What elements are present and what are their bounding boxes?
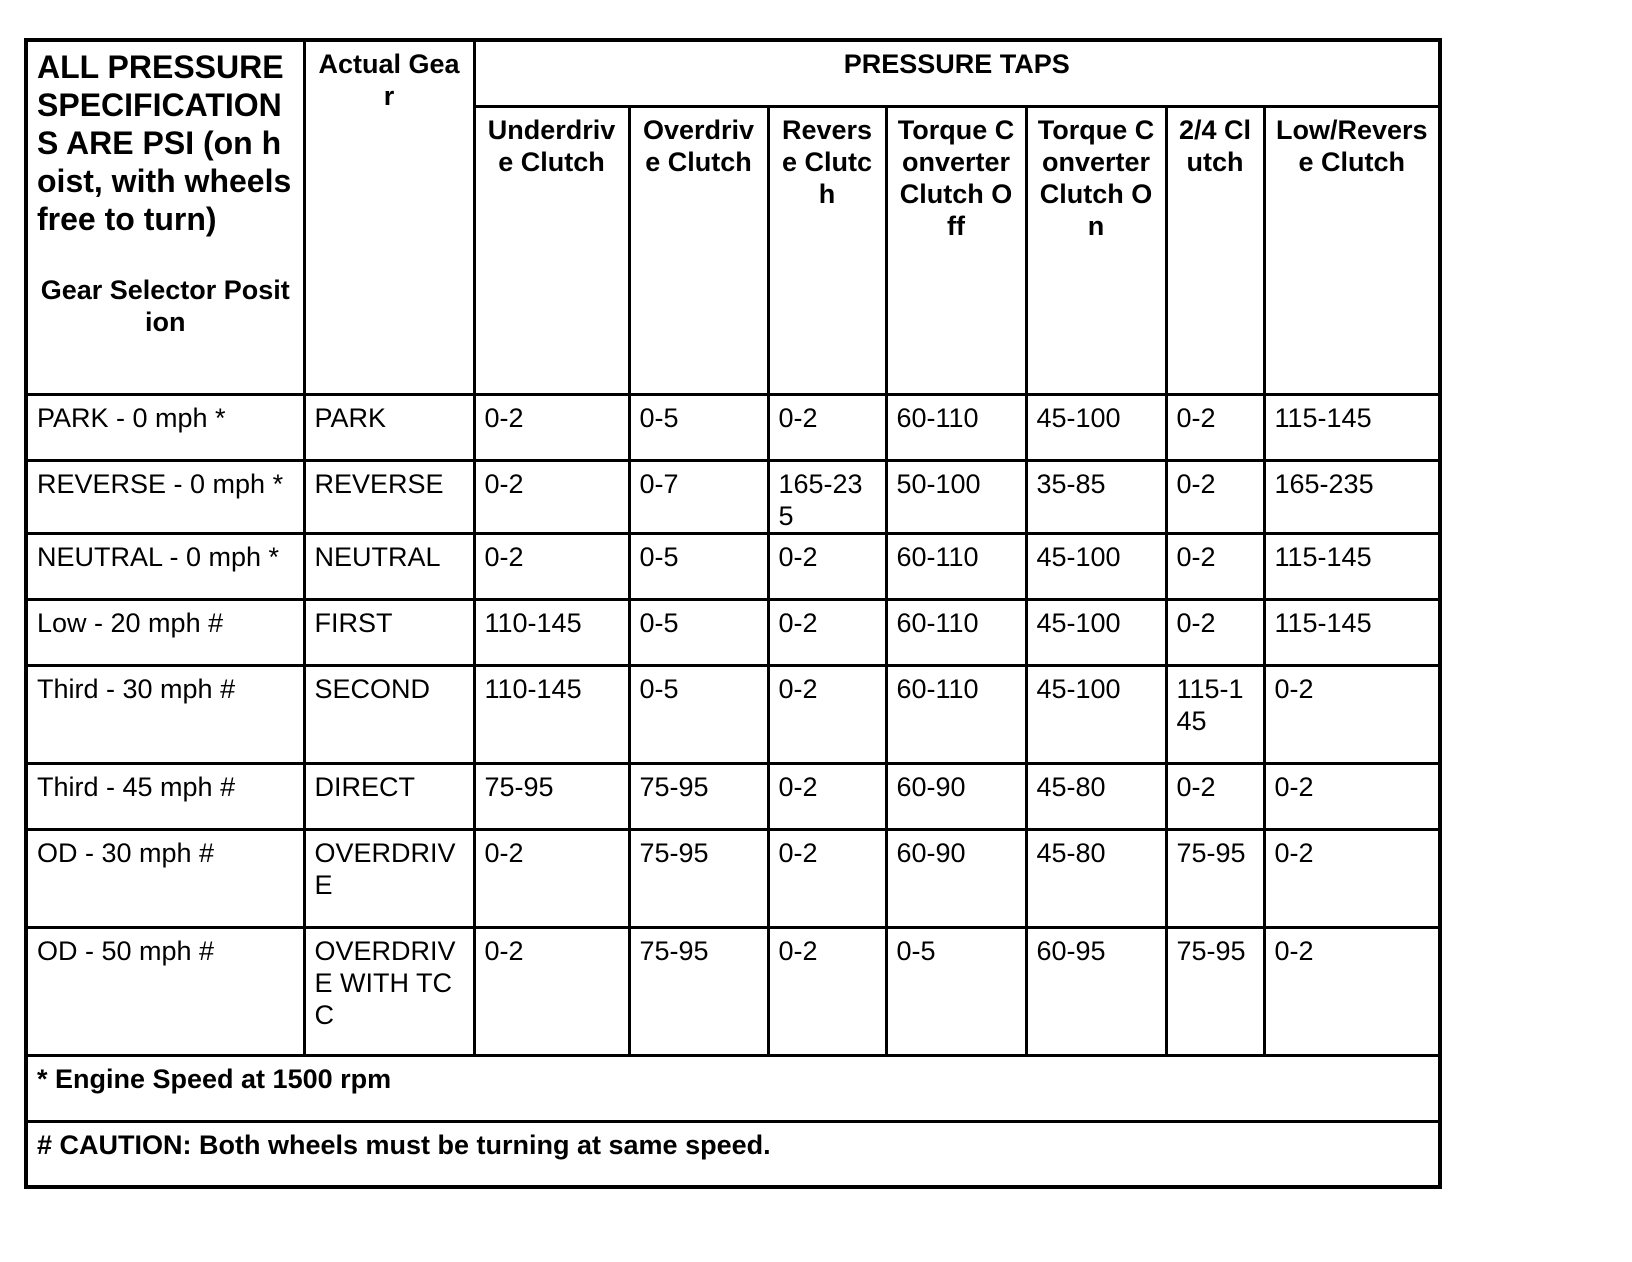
tcc-on-value: 60-95 <box>1026 927 1166 1055</box>
tcc-on-value: 45-100 <box>1026 665 1166 763</box>
tcc-off-value: 50-100 <box>886 460 1026 533</box>
underdrive-value: 110-145 <box>474 599 629 665</box>
tcc-on-value: 45-80 <box>1026 763 1166 829</box>
overdrive-value: 0-5 <box>629 533 768 599</box>
pressure-taps-header: PRESSURE TAPS <box>474 40 1440 106</box>
caution-note: # CAUTION: Both wheels must be turning at same speed. <box>26 1121 1440 1187</box>
tcc-on-value: 45-100 <box>1026 533 1166 599</box>
gear-selector-position: PARK - 0 mph * <box>26 394 304 460</box>
gear-selector-position: OD - 50 mph # <box>26 927 304 1055</box>
table-row <box>26 533 1440 599</box>
two-four-clutch-value: 0-2 <box>1166 533 1264 599</box>
tcc-off-value: 0-5 <box>886 927 1026 1055</box>
low-reverse-value: 165-235 <box>1264 460 1440 533</box>
underdrive-value: 0-2 <box>474 533 629 599</box>
actual-gear: OVERDRIVE WITH TCC <box>304 927 474 1055</box>
overdrive-value: 0-5 <box>629 394 768 460</box>
overdrive-value: 0-5 <box>629 599 768 665</box>
corner-title: ALL PRESSURE SPECIFICATIONS ARE PSI (on hoist, with wheels free to turn) <box>37 49 292 237</box>
actual-gear: OVERDRIVE <box>304 829 474 927</box>
underdrive-value: 0-2 <box>474 927 629 1055</box>
overdrive-value: 75-95 <box>629 829 768 927</box>
underdrive-value: 110-145 <box>474 665 629 763</box>
two-four-clutch-value: 75-95 <box>1166 927 1264 1055</box>
gear-selector-position: OD - 30 mph # <box>26 829 304 927</box>
overdrive-value: 75-95 <box>629 763 768 829</box>
low-reverse-value: 115-145 <box>1264 533 1440 599</box>
two-four-clutch-value: 75-95 <box>1166 829 1264 927</box>
gear-selector-position: REVERSE - 0 mph * <box>26 460 304 533</box>
two-four-clutch-value: 115-145 <box>1166 665 1264 763</box>
tcc-on-value: 45-100 <box>1026 599 1166 665</box>
tap-header-low-reverse: Low/Reverse Clutch <box>1264 106 1440 394</box>
corner-header-cell <box>26 40 304 394</box>
actual-gear: FIRST <box>304 599 474 665</box>
reverse-value: 0-2 <box>768 533 886 599</box>
low-reverse-value: 115-145 <box>1264 394 1440 460</box>
tcc-off-value: 60-110 <box>886 599 1026 665</box>
actual-gear: PARK <box>304 394 474 460</box>
tap-header-tcc-on: Torque Converter Clutch On <box>1026 106 1166 394</box>
low-reverse-value: 115-145 <box>1264 599 1440 665</box>
reverse-value: 0-2 <box>768 599 886 665</box>
tap-header-tcc-off: Torque Converter Clutch Off <box>886 106 1026 394</box>
reverse-value: 0-2 <box>768 665 886 763</box>
gear-selector-position: NEUTRAL - 0 mph * <box>26 533 304 599</box>
tcc-on-value: 45-100 <box>1026 394 1166 460</box>
actual-gear: DIRECT <box>304 763 474 829</box>
tcc-off-value: 60-110 <box>886 665 1026 763</box>
reverse-value: 0-2 <box>768 763 886 829</box>
low-reverse-value: 0-2 <box>1264 829 1440 927</box>
underdrive-value: 0-2 <box>474 394 629 460</box>
two-four-clutch-value: 0-2 <box>1166 763 1264 829</box>
table-row <box>26 927 1440 1055</box>
tcc-off-value: 60-110 <box>886 394 1026 460</box>
table-row <box>26 460 1440 533</box>
footnote-row <box>26 1121 1440 1187</box>
corner-subtitle: Gear Selector Position <box>40 275 290 337</box>
engine-speed-note: * Engine Speed at 1500 rpm <box>26 1055 1440 1121</box>
table-row <box>26 394 1440 460</box>
underdrive-value: 0-2 <box>474 460 629 533</box>
gear-selector-position: Low - 20 mph # <box>26 599 304 665</box>
tap-header-reverse: Reverse Clutch <box>768 106 886 394</box>
low-reverse-value: 0-2 <box>1264 927 1440 1055</box>
gear-selector-position: Third - 45 mph # <box>26 763 304 829</box>
overdrive-value: 0-5 <box>629 665 768 763</box>
low-reverse-value: 0-2 <box>1264 665 1440 763</box>
header-row-top <box>26 40 1440 106</box>
reverse-value: 0-2 <box>768 394 886 460</box>
actual-gear: SECOND <box>304 665 474 763</box>
tap-header-2-4-clutch: 2/4 Clutch <box>1166 106 1264 394</box>
reverse-value: 165-235 <box>768 460 886 533</box>
overdrive-value: 75-95 <box>629 927 768 1055</box>
tcc-on-value: 45-80 <box>1026 829 1166 927</box>
table-row <box>26 665 1440 763</box>
underdrive-value: 75-95 <box>474 763 629 829</box>
pressure-specification-table <box>24 38 1442 1189</box>
overdrive-value: 0-7 <box>629 460 768 533</box>
tcc-off-value: 60-110 <box>886 533 1026 599</box>
underdrive-value: 0-2 <box>474 829 629 927</box>
tcc-on-value: 35-85 <box>1026 460 1166 533</box>
two-four-clutch-value: 0-2 <box>1166 394 1264 460</box>
tcc-off-value: 60-90 <box>886 829 1026 927</box>
footnote-row <box>26 1055 1440 1121</box>
reverse-value: 0-2 <box>768 927 886 1055</box>
two-four-clutch-value: 0-2 <box>1166 460 1264 533</box>
table-row <box>26 829 1440 927</box>
tap-header-underdrive: Underdrive Clutch <box>474 106 629 394</box>
actual-gear: REVERSE <box>304 460 474 533</box>
tap-header-overdrive: Overdrive Clutch <box>629 106 768 394</box>
actual-gear: NEUTRAL <box>304 533 474 599</box>
table-row <box>26 599 1440 665</box>
low-reverse-value: 0-2 <box>1264 763 1440 829</box>
table-row <box>26 763 1440 829</box>
tcc-off-value: 60-90 <box>886 763 1026 829</box>
reverse-value: 0-2 <box>768 829 886 927</box>
two-four-clutch-value: 0-2 <box>1166 599 1264 665</box>
actual-gear-header: Actual Gear <box>304 40 474 394</box>
gear-selector-position: Third - 30 mph # <box>26 665 304 763</box>
